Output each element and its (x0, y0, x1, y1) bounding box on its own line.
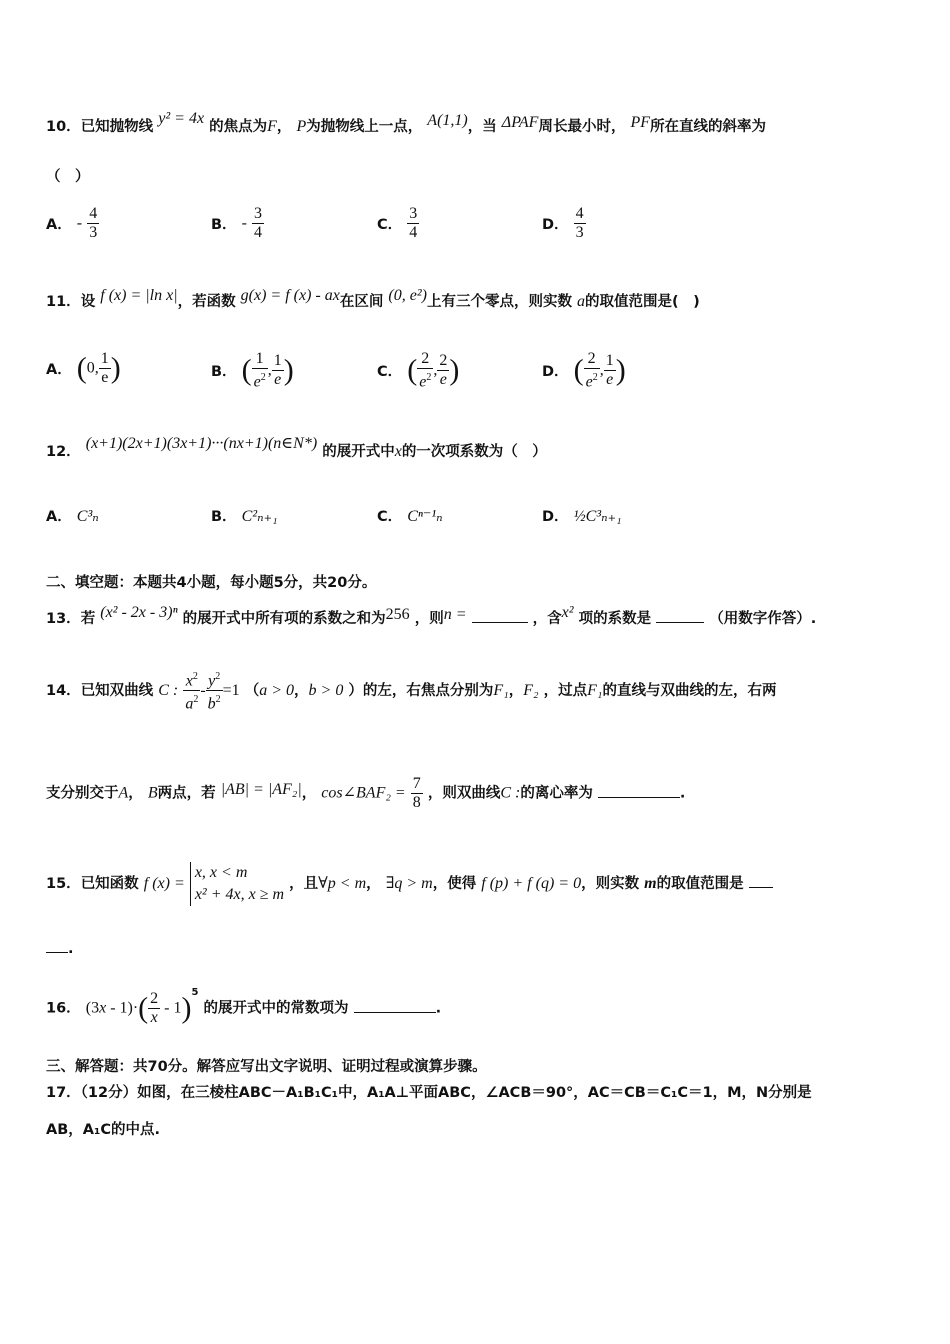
q12-option-c[interactable]: C． Cⁿ⁻¹ₙ (377, 508, 443, 525)
q15-stem: 15．已知函数 f (x) = x, x < m x² + 4x, x ≥ m ，且∀p < m， ∃q > m，使得 f (p) + f (q) = 0，则实数 m的取值范围是 (46, 862, 773, 906)
q14-stem-line1: 14．已知双曲线 C : $\frac{x^2}{a^2}$ - $\frac{y^2}{b^2}$ =1 （a > 0，b > 0 ）的左，右焦点分别为F₁，F₂ ，过点F₁的直线与双曲线的左，右两 (46, 668, 776, 714)
q11-option-c[interactable]: C． ( $\frac{2}{e^2}$ , $\frac{2}{e}$ ) (377, 350, 460, 391)
q13-blank-coef[interactable] (656, 610, 704, 623)
section-3-heading: 三、解答题：共70分。解答应写出文字说明、证明过程或演算步骤。 (46, 1059, 487, 1075)
q10-option-b[interactable]: B． - $\frac{3}{4}$ (211, 205, 263, 241)
q16-blank[interactable] (354, 1000, 436, 1013)
q10-paren: （ ） (46, 169, 90, 185)
q12-option-a[interactable]: A． C³ₙ (46, 508, 99, 525)
q15-blank-cont[interactable]: . (46, 940, 74, 957)
q10-stem: 10．已知抛物线 y² = 4x 的焦点为F， P为抛物线上一点， A(1,1)，当 ΔPAF周长最小时， PF所在直线的斜率为 (46, 110, 767, 135)
parabola-eq: y² = 4x (158, 110, 205, 127)
q15-blank-start[interactable] (749, 875, 773, 888)
q13-stem: 13．若 (x² - 2x - 3)ⁿ 的展开式中所有项的系数之和为256 ，则n = ，含x² 项的系数是 （用数字作答）. (46, 604, 817, 627)
q13-blank-n[interactable] (472, 610, 528, 623)
q12-option-b[interactable]: B． C²ₙ₊₁ (211, 508, 278, 525)
q16-stem: 16． (3x - 1)·( $\frac{2}{x}$ - 1)$^5$ 的展开式中的常数项为 . (46, 986, 442, 1026)
q17-line1: 17．（12分）如图，在三棱柱ABC－A₁B₁C₁中，A₁A⊥平面ABC，∠ACB＝90°，AC＝CB＝C₁C＝1，M，N分别是 (46, 1085, 812, 1101)
q14-blank[interactable] (598, 785, 680, 798)
q12-option-d[interactable]: D． ½C³ₙ₊₁ (542, 508, 622, 525)
q12-stem: 12． (x+1)(2x+1)(3x+1)···(nx+1)(n∈N*) 的展开式中x的一次项系数为（ ） (46, 435, 547, 460)
q11-option-b[interactable]: B． ( $\frac{1}{e^2}$ , $\frac{1}{e}$ ) (211, 350, 294, 391)
q17-line2: AB，A₁C的中点. (46, 1122, 160, 1138)
q11-option-a[interactable]: A． (0, $\frac{1}{e}$ ) (46, 350, 121, 386)
q10-option-c[interactable]: C． $\frac{3}{4}$ (377, 205, 418, 241)
section-2-heading: 二、填空题：本题共4小题，每小题5分，共20分。 (46, 575, 377, 591)
q14-stem-line2: 支分别交于A， B两点，若 |AB| = |AF₂|， cos∠BAF₂ = $\frac{7}{8}$ ，则双曲线C :的离心率为 . (46, 775, 686, 811)
q11-option-d[interactable]: D． ( $\frac{2}{e^2}$ , $\frac{1}{e}$ ) (542, 350, 626, 391)
q11-stem: 11．设 f (x) = |ln x|，若函数 g(x) = f (x) - ax在区间 (0, e²)上有三个零点，则实数 a的取值范围是( ) (46, 287, 700, 310)
q10-option-d[interactable]: D． $\frac{4}{3}$ (542, 205, 584, 241)
q10-option-a[interactable]: A． - $\frac{4}{3}$ (46, 205, 98, 241)
